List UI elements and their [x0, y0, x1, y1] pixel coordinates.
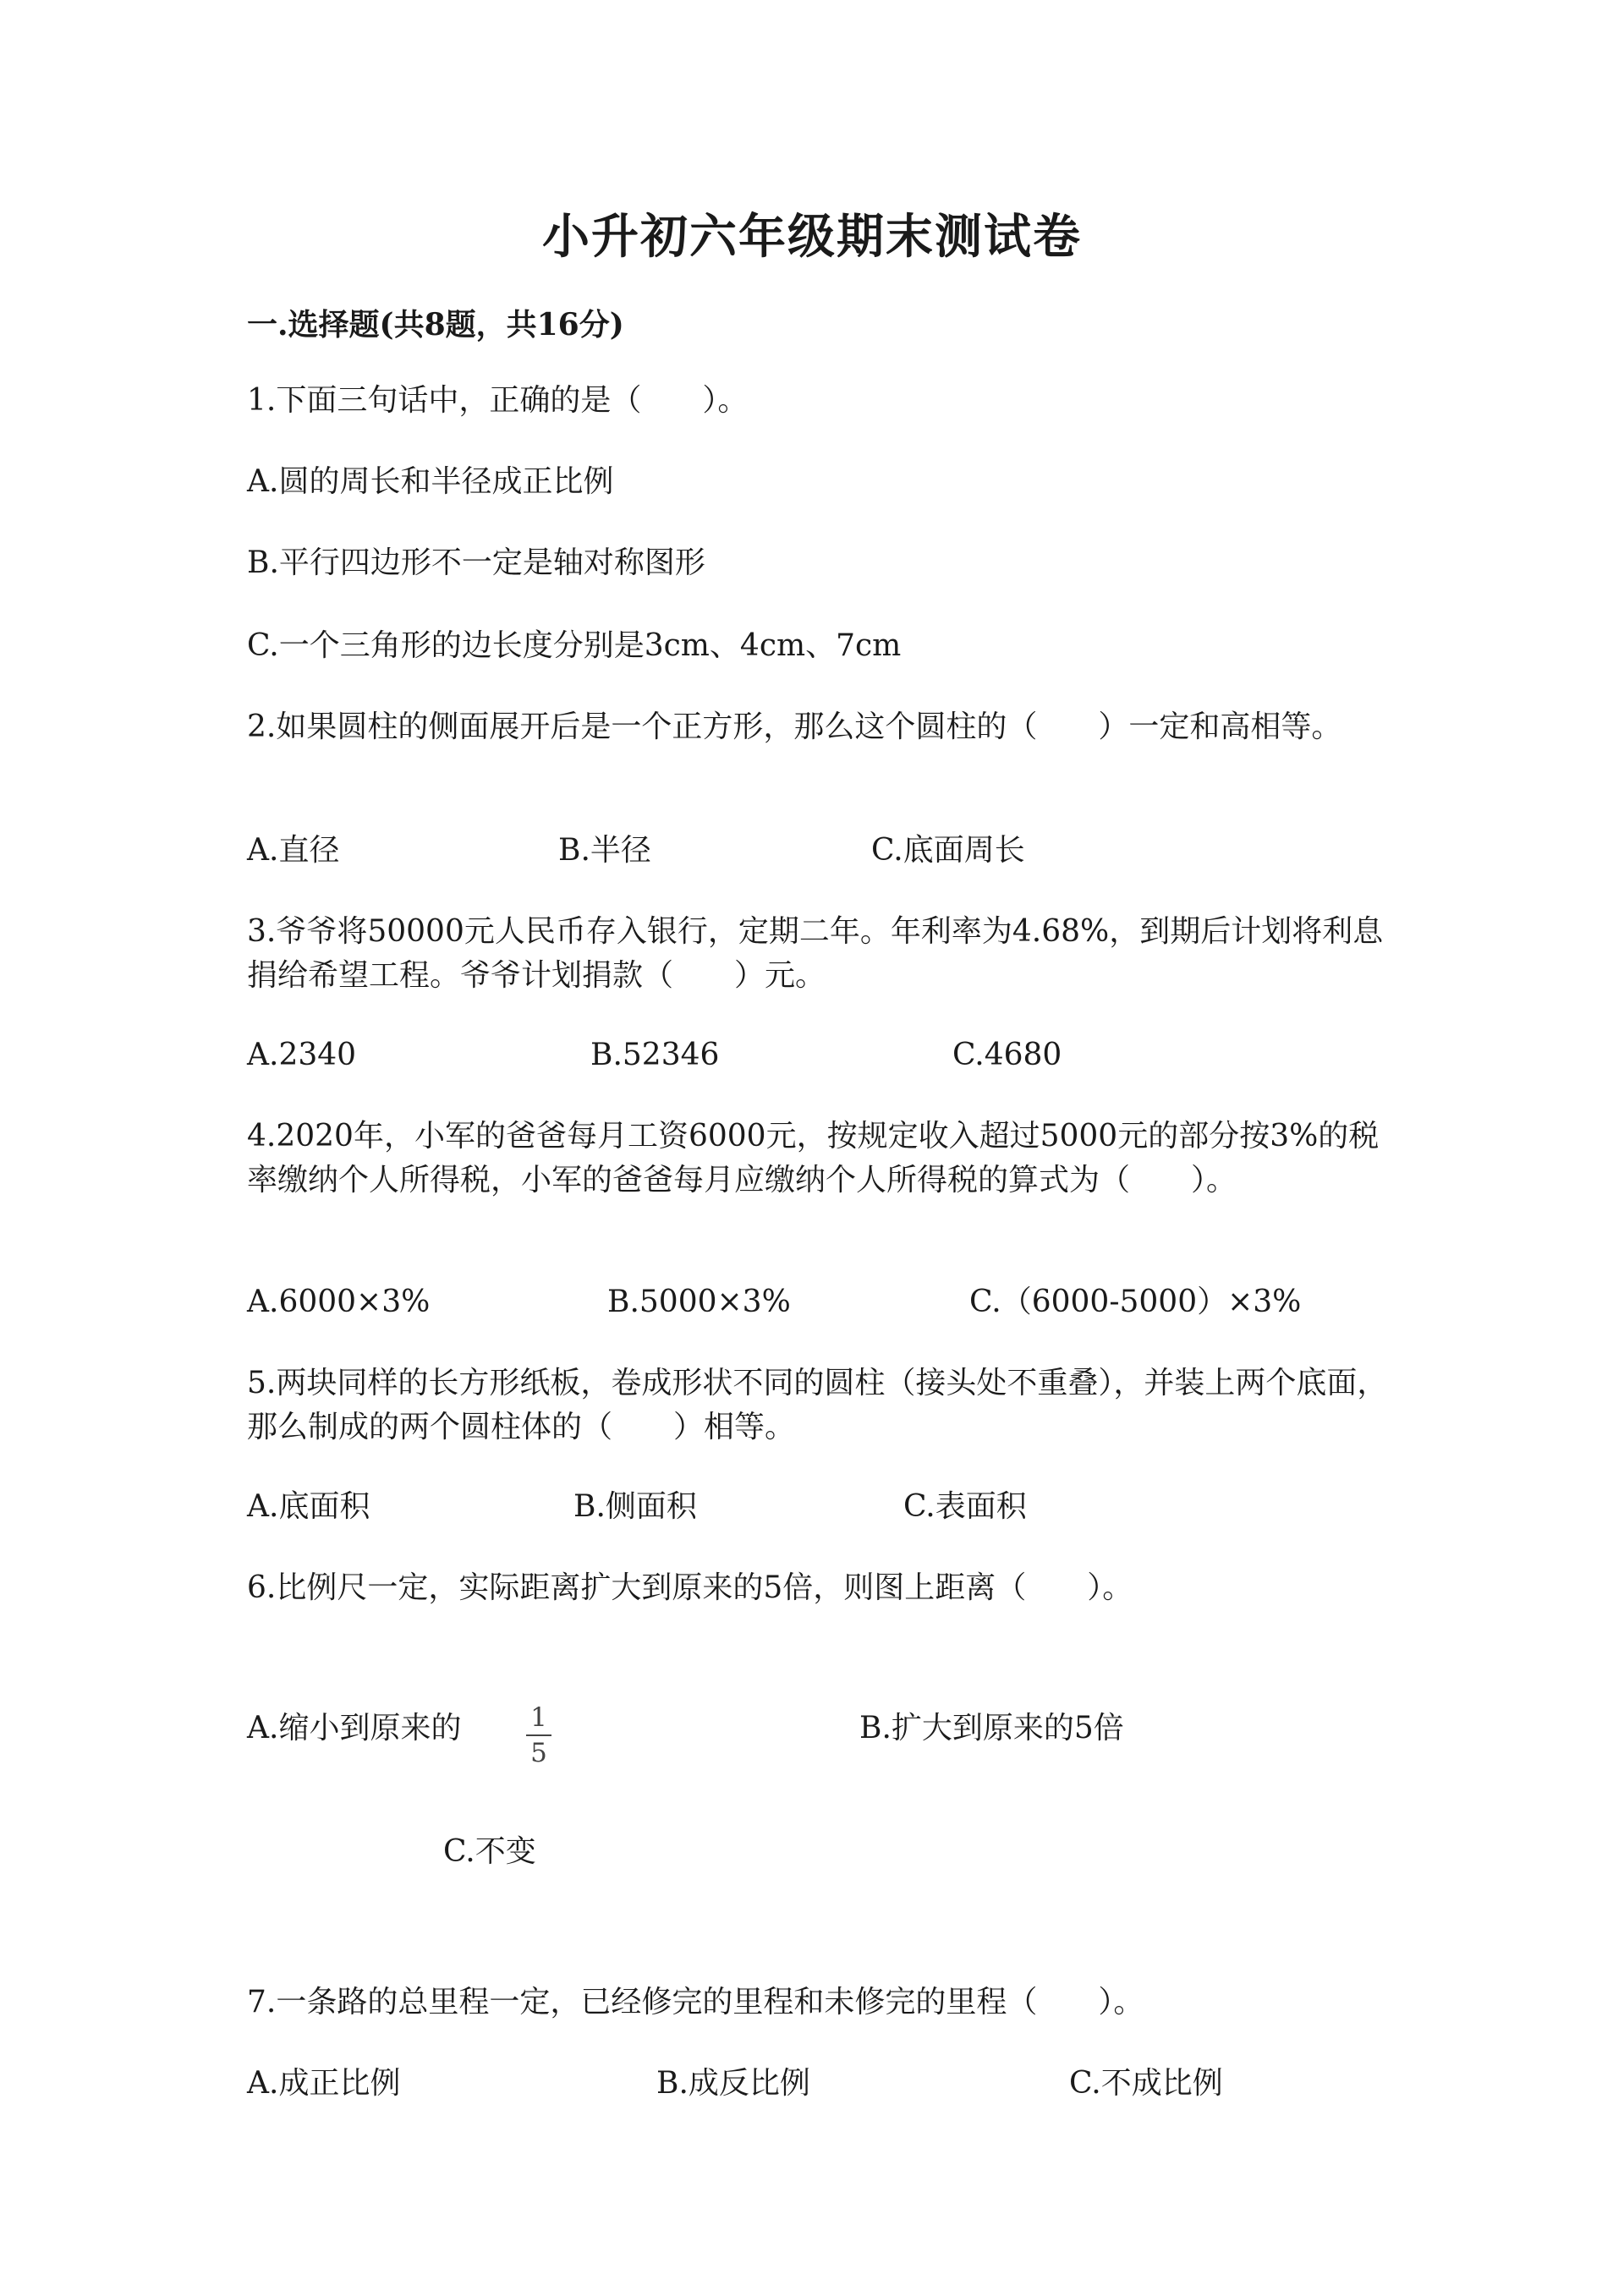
question-3-option-c: C.4680 [952, 1038, 1062, 1072]
fraction-numerator: 1 [530, 1702, 547, 1733]
fraction-one-fifth [524, 1702, 553, 1768]
question-4-option-c: C.（6000-5000）×3% [969, 1285, 1302, 1319]
question-3-option-a: A.2340 [247, 1038, 357, 1072]
question-6-option-a: A.缩小到原来的 [247, 1711, 462, 1745]
fraction-bar [526, 1734, 551, 1736]
question-6-option-b: B.扩大到原来的5倍 [859, 1711, 1124, 1745]
question-2-option-b: B.半径 [558, 833, 651, 868]
question-7-stem: 7.一条路的总里程一定，已经修完的里程和未修完的里程（ ）。 [247, 1985, 1144, 2019]
question-5-stem: 5.两块同样的长方形纸板，卷成形状不同的圆柱（接头处不重叠），并装上两个底面，那么制成的两个圆柱体的（ ）相等。 [247, 1366, 1388, 1444]
question-1-option-b: B.平行四边形不一定是轴对称图形 [247, 545, 705, 580]
question-2-option-c: C.底面周长 [871, 833, 1025, 868]
question-7-option-a: A.成正比例 [247, 2066, 401, 2101]
question-6-stem: 6.比例尺一定，实际距离扩大到原来的5倍，则图上距离（ ）。 [247, 1570, 1133, 1605]
question-3-stem: 3.爷爷将50000元人民币存入银行，定期二年。年利率为4.68%，到期后计划将利息捐给希望工程。爷爷计划捐款（ ）元。 [247, 914, 1384, 993]
question-4-option-b: B.5000×3% [607, 1285, 791, 1319]
fraction-denominator: 5 [530, 1738, 547, 1768]
question-4-option-a: A.6000×3% [247, 1285, 431, 1319]
question-7-option-b: B.成反比例 [656, 2066, 810, 2101]
question-3-option-b: B.52346 [590, 1038, 720, 1072]
question-7-option-c: C.不成比例 [1069, 2066, 1223, 2101]
page-title: 小升初六年级期末测试卷 [542, 209, 1082, 265]
question-6-option-c: C.不变 [443, 1834, 536, 1869]
question-1-stem: 1.下面三句话中，正确的是（ ）。 [247, 383, 749, 418]
question-2-stem: 2.如果圆柱的侧面展开后是一个正方形，那么这个圆柱的（ ）一定和高相等。 [247, 710, 1342, 744]
question-1-option-c: C.一个三角形的边长度分别是3cm、4cm、7cm [247, 628, 902, 663]
section-heading: 一.选择题(共8题，共16分) [247, 307, 624, 342]
question-5-option-c: C.表面积 [903, 1489, 1027, 1524]
question-5-option-a: A.底面积 [247, 1489, 370, 1524]
question-1-option-a: A.圆的周长和半径成正比例 [247, 464, 614, 499]
question-2-option-a: A.直径 [247, 833, 340, 868]
question-5-option-b: B.侧面积 [573, 1489, 697, 1524]
question-4-stem: 4.2020年，小军的爸爸每月工资6000元，按规定收入超过5000元的部分按3%的税率缴纳个人所得税，小军的爸爸每月应缴纳个人所得税的算式为（ ）。 [247, 1119, 1380, 1197]
